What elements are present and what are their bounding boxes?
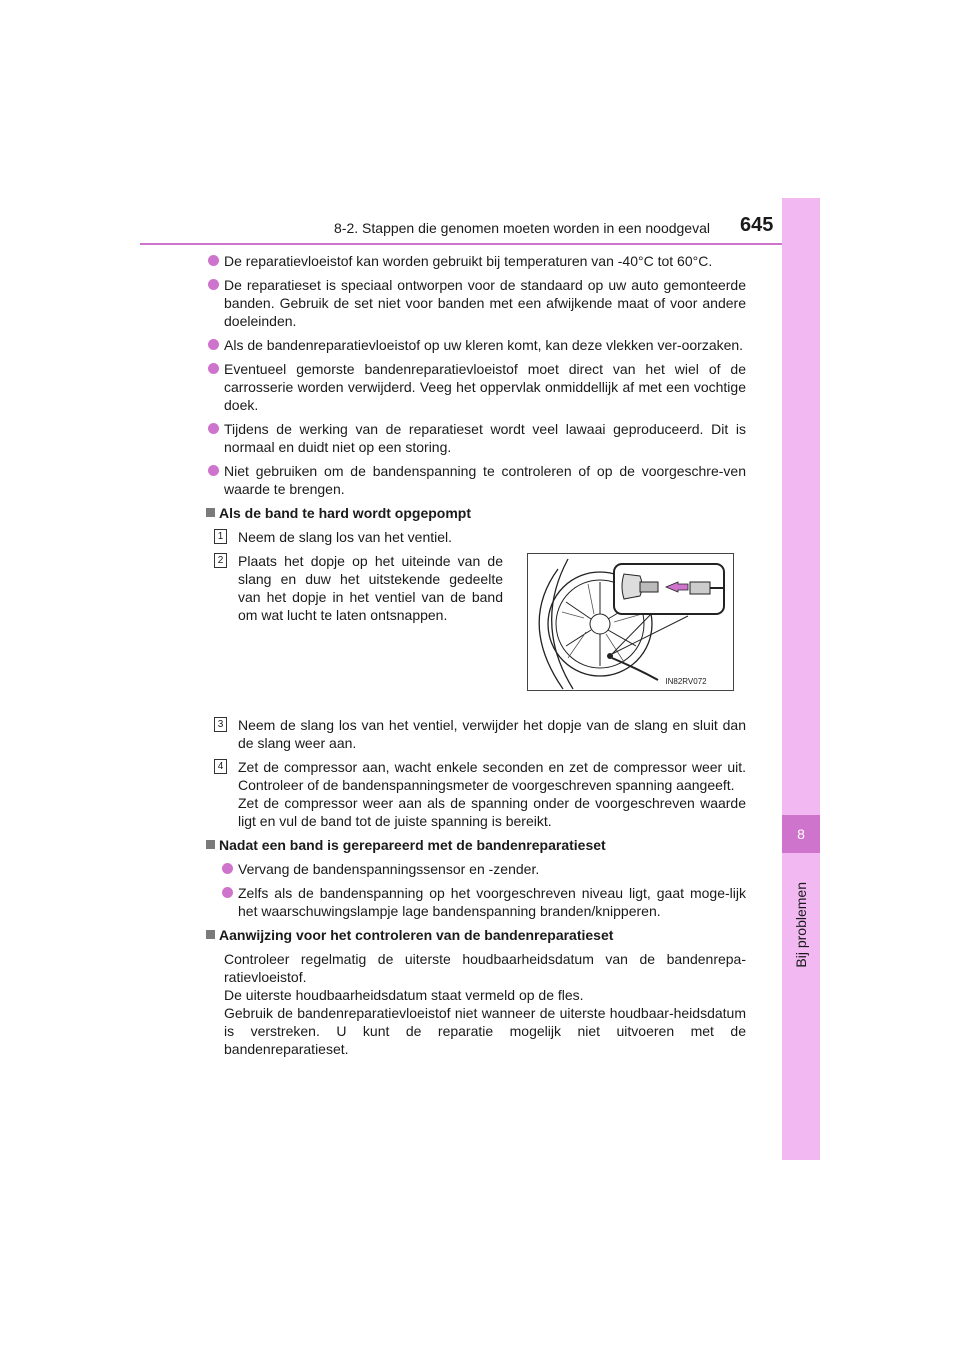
step-item: [206, 528, 746, 546]
bullet-item: [220, 860, 746, 878]
bullet-text: Niet gebruiken om de bandenspanning te controleren of op de voorgeschre-ven waarde te brengen.: [224, 463, 746, 497]
step-number: 1: [214, 529, 227, 544]
section-title: Nadat een band is gerepareerd met de bandenreparatieset: [219, 837, 606, 853]
sub-bullet-list: [206, 860, 746, 920]
paragraph-line: Gebruik de bandenreparatievloeistof niet wanneer de uiterste houdbaar-heidsdatum is verstreken. U kunt de reparatie mogelijk niet uitvoeren met de bandenreparatieset.: [224, 1005, 746, 1057]
section-heading: [206, 926, 746, 944]
bullet-text: Zelfs als de bandenspanning op het voorgeschreven niveau ligt, gaat moge-lijk het waarschuwingslampje lage bandenspanning branden/knipperen.: [238, 885, 746, 919]
header-divider: [140, 243, 820, 245]
section-square-icon: [206, 840, 215, 849]
bullet-text: Vervang de bandenspanningssensor en -zender.: [238, 861, 540, 877]
chapter-number: 8: [782, 815, 820, 853]
step-item: [206, 716, 746, 752]
step-text: Zet de compressor aan, wacht enkele seconden en zet de compressor weer uit. Controleer of de bandenspanningsmeter de voorgeschreven spanning aangeeft.: [238, 759, 746, 793]
step-text: Neem de slang los van het ventiel.: [238, 529, 453, 545]
bullet-item: [206, 252, 746, 270]
bullet-dot-icon: [208, 255, 219, 266]
bullet-dot-icon: [208, 279, 219, 290]
bullet-dot-icon: [208, 465, 219, 476]
tire-valve-illustration: [527, 553, 734, 691]
chapter-title: Bij problemen: [793, 882, 809, 968]
step-with-figure: [206, 552, 746, 702]
section-heading: [206, 504, 746, 522]
step-number: 2: [214, 553, 227, 568]
bullet-text: Eventueel gemorste bandenreparatievloeistof moet direct van het wiel of de carrosserie worden verwijderd. Veeg het oppervlak onmiddellijk af met een vochtige doek.: [224, 361, 746, 413]
bullet-text: De reparatieset is speciaal ontworpen voor de standaard op uw auto gemonteerde banden. Gebruik de set niet voor banden met een afwijkende maat of voor andere doeleinden.: [224, 277, 746, 329]
section-heading: [206, 836, 746, 854]
step-number: 3: [214, 717, 227, 732]
bullet-item: [220, 884, 746, 920]
section-square-icon: [206, 508, 215, 517]
bullet-text: Tijdens de werking van de reparatieset wordt veel lawaai geproduceerd. Dit is normaal en duidt niet op een storing.: [224, 421, 746, 455]
step-text: Zet de compressor weer aan als de spanning onder de voorgeschreven waarde ligt en vul de band tot de juiste spanning is bereikt.: [238, 795, 746, 829]
bullet-dot-icon: [208, 423, 219, 434]
step-text: Plaats het dopje op het uiteinde van de slang en duw het uitstekende gedeelte van het dopje in het ventiel van de band om wat lucht te laten ontsnappen.: [238, 553, 503, 623]
step-text: Neem de slang los van het ventiel, verwijder het dopje van de slang en sluit dan de slang weer aan.: [238, 717, 746, 751]
paragraph-line: Controleer regelmatig de uiterste houdbaarheidsdatum van de bandenrepa-ratievloeistof.: [224, 951, 746, 985]
page-content: [206, 252, 746, 1058]
bullet-item: [206, 276, 746, 330]
tire-valve-drawing: [528, 554, 733, 690]
section-square-icon: [206, 930, 215, 939]
bullet-item: [206, 420, 746, 456]
header-title: 8-2. Stappen die genomen moeten worden in een noodgeval: [334, 220, 710, 236]
step-item: [206, 758, 746, 830]
section-title: Als de band te hard wordt opgepompt: [219, 505, 471, 521]
step-item: [206, 552, 503, 624]
bullet-item: [206, 360, 746, 414]
figure-code: IN82RV072: [665, 677, 707, 686]
chapter-title-container: [782, 860, 820, 1040]
section-title: Aanwijzing voor het controleren van de bandenreparatieset: [219, 927, 614, 943]
bullet-item: [206, 462, 746, 498]
bullet-dot-icon: [222, 863, 233, 874]
page-number: 645: [740, 214, 774, 236]
bullet-text: Als de bandenreparatievloeistof op uw kleren komt, kan deze vlekken ver-oorzaken.: [224, 337, 744, 353]
bullet-dot-icon: [208, 339, 219, 350]
bullet-item: [206, 336, 746, 354]
bullet-dot-icon: [208, 363, 219, 374]
paragraph-line: De uiterste houdbaarheidsdatum staat vermeld op de fles.: [224, 987, 584, 1003]
bullet-text: De reparatievloeistof kan worden gebruikt bij temperaturen van -40°C tot 60°C.: [224, 253, 713, 269]
bullet-dot-icon: [222, 887, 233, 898]
section-paragraph: [206, 950, 746, 1058]
step-number: 4: [214, 759, 227, 774]
